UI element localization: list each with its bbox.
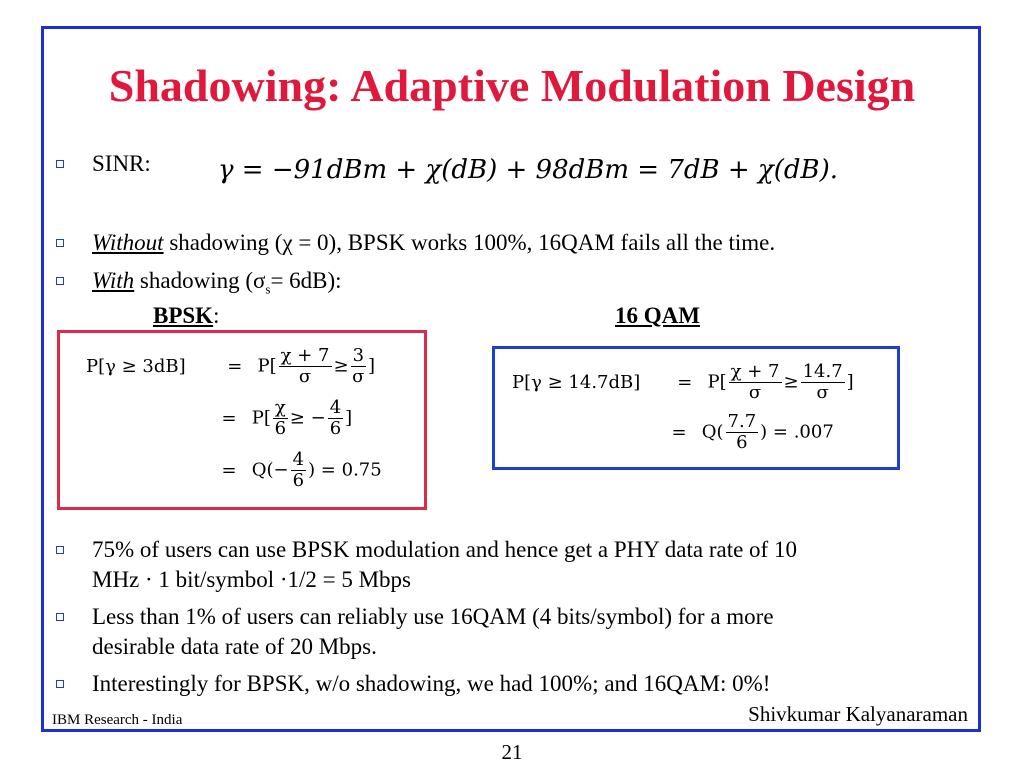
- bpsk-l1-mid: ≥: [333, 355, 349, 377]
- bpsk-l2-pre: P[: [251, 407, 271, 429]
- bullet-icon: [56, 277, 64, 285]
- bpsk-heading-text: BPSK: [153, 303, 214, 328]
- footer-author: Shivkumar Kalyanaraman: [748, 702, 968, 726]
- qam-l1-eq: =: [677, 371, 693, 393]
- bpsk-eq-line-2: [212, 398, 352, 439]
- bullet-icon: [56, 239, 64, 247]
- qam-eq-line-2: [662, 412, 834, 453]
- with-post: = 6dB):: [270, 268, 342, 293]
- bpsk-l2-eq: =: [221, 407, 237, 429]
- qam-l1-frac: [729, 362, 782, 403]
- bpsk-l2-num2: 4: [329, 397, 342, 418]
- bpsk-l1-den: σ: [298, 366, 312, 387]
- bpsk-l1-frac2: [351, 346, 366, 387]
- bpsk-l3-den: 6: [292, 470, 305, 491]
- bullet-bpsk-line-1: 75% of users can use BPSK modulation and hence get a PHY data rate of 10: [92, 537, 797, 562]
- sinr-label: SINR:: [92, 151, 151, 176]
- qam-heading: 16 QAM: [615, 303, 700, 328]
- bpsk-heading: [153, 301, 219, 331]
- bpsk-l1-den2: σ: [352, 366, 365, 387]
- bullet-icon: [56, 680, 64, 688]
- bpsk-l2-den: 6: [274, 418, 287, 439]
- sinr-formula: γ = −91dBm + χ(dB) + 98dBm = 7dB + χ(dB).: [218, 155, 839, 185]
- qam-l1-post: ]: [846, 371, 854, 393]
- bullet-bpsk-line-2: MHz · 1 bit/symbol ·1/2 = 5 Mbps: [92, 567, 412, 592]
- qam-l1-num2: 14.7: [802, 361, 843, 382]
- bpsk-l3-post: ) = 0.75: [308, 459, 382, 481]
- with-shadowing-text: [92, 265, 342, 305]
- bpsk-heading-colon: :: [213, 303, 220, 328]
- qam-l2-post: ) = .007: [760, 421, 834, 443]
- with-sub: s: [265, 281, 271, 297]
- bpsk-l3-num: 4: [292, 449, 305, 470]
- bpsk-l3-pre: Q(−: [251, 459, 289, 481]
- bpsk-l1-eq: =: [227, 355, 243, 377]
- bullet-qam-line-1: Less than 1% of users can reliably use 16QAM (4 bits/symbol) for a more: [92, 604, 774, 629]
- bpsk-l1-lhs: P[γ ≥ 3dB]: [86, 355, 186, 377]
- bpsk-l3-frac: [291, 450, 306, 491]
- qam-l1-frac2: [801, 362, 845, 403]
- with-pre: shadowing (σ: [134, 268, 266, 293]
- qam-l2-frac: [726, 412, 759, 453]
- without-emphasis: Without: [92, 230, 164, 255]
- bpsk-l2-num: χ: [274, 397, 286, 418]
- bullet-icon: [56, 546, 64, 554]
- qam-l1-den2: σ: [816, 382, 829, 403]
- qam-l2-num: 7.7: [727, 411, 757, 432]
- bpsk-eq-line-3: [212, 450, 382, 491]
- bpsk-l1-post: ]: [368, 355, 376, 377]
- footer-org: IBM Research - India: [52, 712, 183, 728]
- bpsk-l2-post: ]: [345, 407, 353, 429]
- qam-l2-eq: =: [671, 421, 687, 443]
- page-number: 21: [501, 740, 523, 764]
- without-rest: shadowing (χ = 0), BPSK works 100%, 16QAM fails all the time.: [163, 230, 776, 255]
- bpsk-l2-frac: [273, 398, 288, 439]
- qam-l1-pre: P[: [707, 371, 727, 393]
- bpsk-l3-eq: =: [221, 459, 237, 481]
- bullet-icon: [56, 613, 64, 621]
- qam-l2-den: 6: [736, 432, 748, 453]
- qam-l2-pre: Q(: [701, 421, 724, 443]
- with-emphasis: With: [92, 268, 135, 293]
- bpsk-l1-num2: 3: [352, 345, 365, 366]
- qam-eq-line-1: [512, 362, 854, 403]
- bpsk-l2-den2: 6: [329, 418, 342, 439]
- qam-l1-mid: ≥: [783, 371, 799, 393]
- bpsk-l2-frac2: [328, 398, 343, 439]
- bpsk-l2-mid: ≥ −: [289, 407, 326, 429]
- qam-l1-lhs: P[γ ≥ 14.7dB]: [512, 371, 641, 393]
- without-shadowing-text: [92, 227, 775, 258]
- bpsk-l1-pre: P[: [257, 355, 277, 377]
- qam-l1-den: σ: [748, 382, 762, 403]
- bullet-icon: [56, 160, 64, 168]
- bullet-qam-line-2: desirable data rate of 20 Mbps.: [92, 634, 377, 659]
- slide-title: Shadowing: Adaptive Modulation Design: [108, 60, 916, 111]
- bullet-interesting-line: Interestingly for BPSK, w/o shadowing, we had 100%; and 16QAM: 0%!: [92, 671, 771, 696]
- bpsk-l1-num: χ + 7: [280, 345, 330, 366]
- qam-l1-num: χ + 7: [730, 361, 780, 382]
- bpsk-l1-frac: [279, 346, 332, 387]
- bpsk-eq-line-1: [86, 346, 375, 387]
